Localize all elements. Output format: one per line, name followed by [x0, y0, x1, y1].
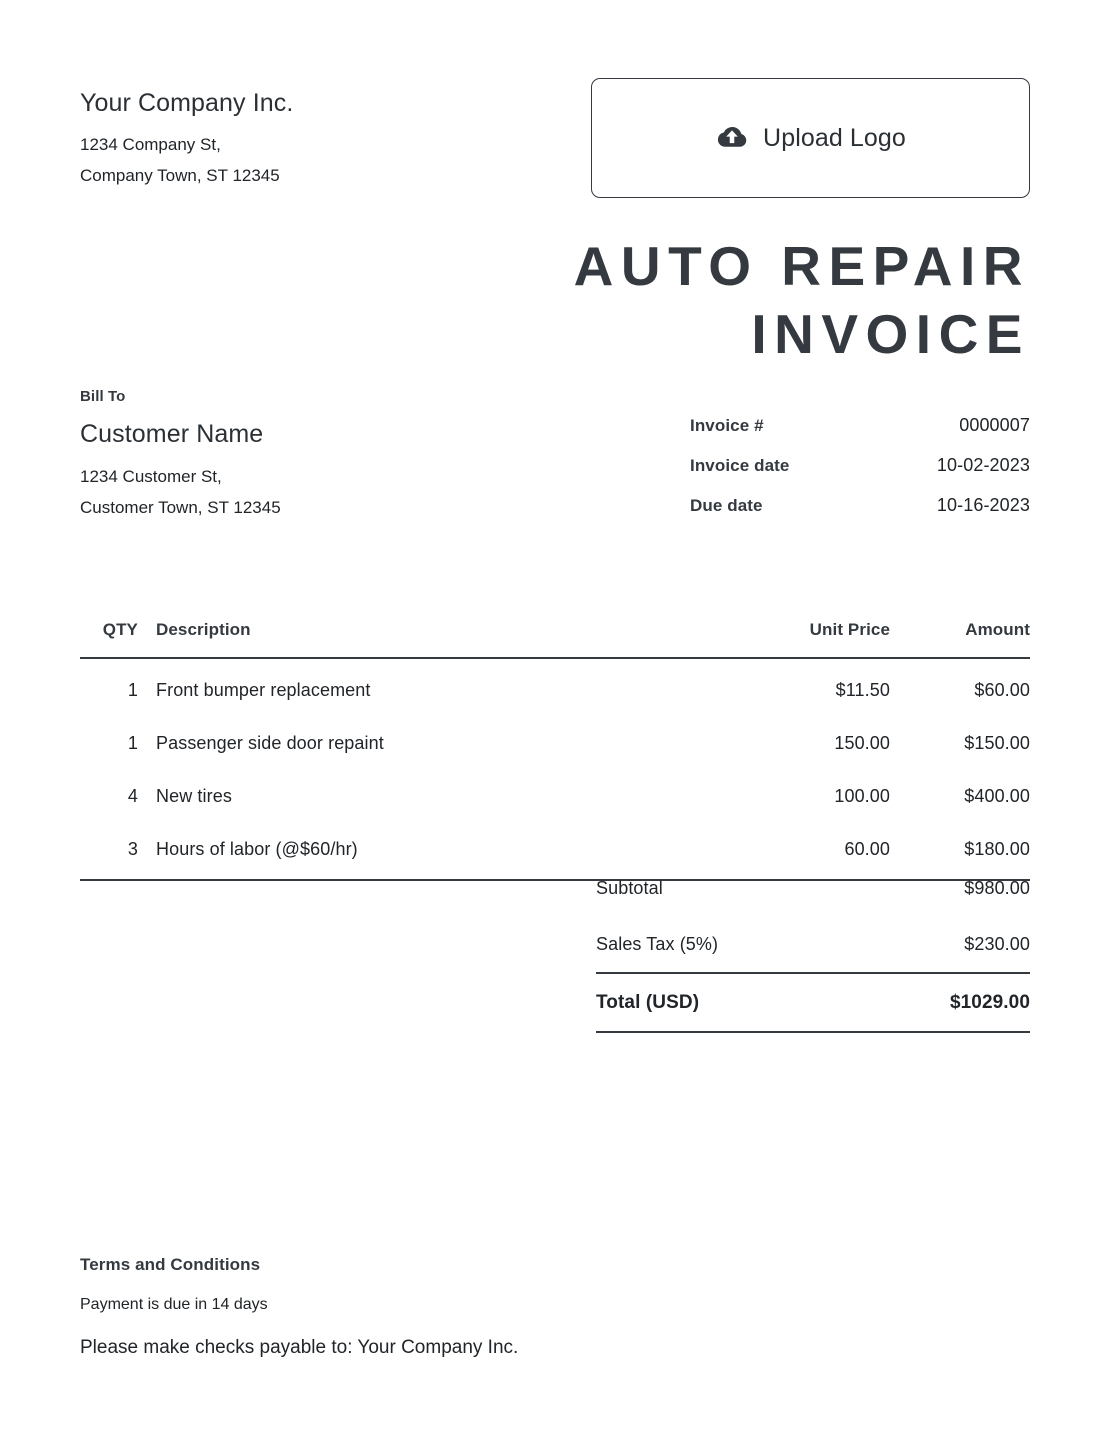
customer-name: Customer Name	[80, 420, 264, 448]
invoice-date-row	[690, 455, 1030, 476]
subtotal-label: Subtotal	[596, 878, 663, 898]
grand-total-row	[596, 972, 1030, 1033]
invoice-date-label: Invoice date	[690, 456, 790, 475]
header-qty: QTY	[80, 620, 138, 658]
invoice-date-value: 10-02-2023	[936, 455, 1030, 475]
company-address-line-1: 1234 Company St,	[80, 135, 221, 155]
terms-line-1: Payment is due in 14 days	[80, 1296, 268, 1313]
header-description: Description	[138, 620, 730, 658]
table-row	[80, 658, 1030, 717]
row-description: Hours of labor (@$60/hr)	[156, 839, 358, 859]
row-amount: $150.00	[964, 733, 1030, 753]
invoice-number-row	[690, 415, 1030, 436]
row-description: Front bumper replacement	[156, 680, 371, 700]
terms-title: Terms and Conditions	[80, 1255, 261, 1274]
row-qty: 3	[127, 839, 138, 859]
customer-address-line-1: 1234 Customer St,	[80, 467, 222, 487]
terms-line-2: Please make checks payable to: Your Company Inc.	[80, 1337, 519, 1358]
table-row	[80, 770, 1030, 823]
subtotal-value: $980.00	[964, 878, 1030, 898]
invoice-number-value: 0000007	[959, 415, 1030, 435]
upload-logo-button[interactable]	[591, 78, 1030, 198]
sales-tax-row	[596, 916, 1030, 972]
row-unit-price: 60.00	[844, 839, 890, 859]
due-date-value: 10-16-2023	[936, 495, 1030, 515]
terms-section	[80, 1255, 780, 1362]
table-header-row	[80, 620, 1030, 658]
row-unit-price: 100.00	[834, 786, 890, 806]
upload-logo-label: Upload Logo	[763, 123, 906, 152]
invoice-header	[80, 78, 1030, 198]
company-address-line-2: Company Town, ST 12345	[80, 165, 280, 185]
page-title-line-2: INVOICE	[751, 303, 1030, 366]
totals-section	[596, 860, 1030, 1033]
bill-to-section	[80, 388, 510, 523]
due-date-row	[690, 495, 1030, 516]
grand-total-label: Total (USD)	[596, 992, 700, 1013]
invoice-meta	[690, 415, 1030, 535]
customer-address-line-2: Customer Town, ST 12345	[80, 497, 281, 517]
grand-total-value: $1029.00	[949, 992, 1030, 1013]
invoice-number-label: Invoice #	[690, 416, 764, 435]
row-unit-price: 150.00	[834, 733, 890, 753]
bill-to-label: Bill To	[80, 388, 126, 405]
company-name: Your Company Inc.	[80, 89, 294, 117]
subtotal-row	[596, 860, 1030, 916]
due-date-label: Due date	[690, 496, 763, 515]
row-description: Passenger side door repaint	[156, 733, 384, 753]
page-title	[380, 232, 1030, 368]
page-title-line-1: AUTO REPAIR	[573, 235, 1030, 297]
header-unit-price: Unit Price	[730, 620, 890, 658]
row-amount: $400.00	[964, 786, 1030, 806]
row-qty: 1	[127, 733, 138, 753]
cloud-upload-icon	[715, 121, 749, 155]
sales-tax-value: $230.00	[964, 934, 1030, 954]
header-amount: Amount	[890, 620, 1030, 658]
row-qty: 4	[127, 786, 138, 806]
row-amount: $180.00	[964, 839, 1030, 859]
row-qty: 1	[127, 680, 138, 700]
row-unit-price: $11.50	[835, 680, 890, 700]
line-items-table	[80, 620, 1030, 881]
row-amount: $60.00	[974, 680, 1030, 700]
row-description: New tires	[156, 786, 232, 806]
sales-tax-label: Sales Tax (5%)	[596, 934, 719, 954]
table-row	[80, 717, 1030, 770]
company-info	[80, 78, 293, 191]
